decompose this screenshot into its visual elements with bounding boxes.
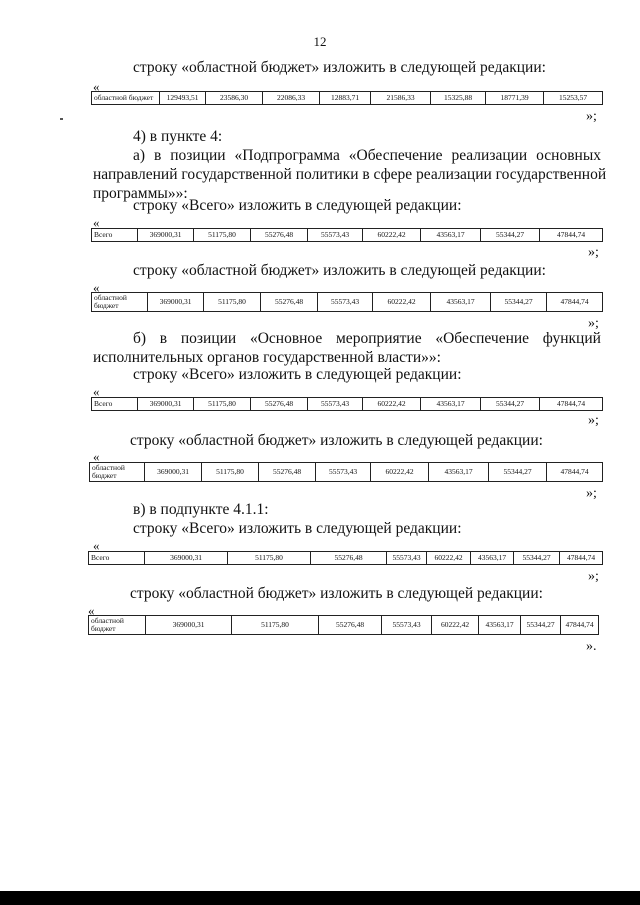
cell-value: 47844,74 bbox=[561, 616, 599, 635]
close-quote: »; bbox=[588, 413, 599, 428]
total-row-table bbox=[91, 397, 603, 411]
section-heading: в) в подпункте 4.1.1: bbox=[133, 501, 269, 518]
text-line: направлений государственной политики в сфере реализации государственной bbox=[93, 166, 607, 183]
cell-value: 55276,48 bbox=[251, 398, 308, 411]
cell-value: 43563,17 bbox=[421, 229, 481, 242]
cell-value: 55573,43 bbox=[318, 293, 373, 312]
open-quote: « bbox=[93, 449, 100, 464]
cell-value: 55344,27 bbox=[491, 293, 547, 312]
cell-value: 60222,42 bbox=[363, 398, 421, 411]
instruction-line: строку «областной бюджет» изложить в следующей редакции: bbox=[130, 585, 543, 602]
cell-value: 18771,39 bbox=[486, 92, 544, 105]
cell-value: 12883,71 bbox=[320, 92, 371, 105]
open-quote: « bbox=[93, 215, 100, 230]
instruction-line: строку «областной бюджет» изложить в следующей редакции: bbox=[133, 262, 546, 279]
budget-row-table bbox=[88, 615, 599, 635]
instruction-line: строку «областной бюджет» изложить в следующей редакции: bbox=[130, 432, 543, 449]
total-row-table bbox=[88, 551, 603, 565]
word: а) bbox=[133, 147, 146, 164]
close-quote: ». bbox=[586, 639, 597, 654]
scan-bottom-edge bbox=[0, 891, 640, 905]
cell-value: 55276,48 bbox=[319, 616, 382, 635]
page-number: 12 bbox=[313, 34, 327, 49]
row-label: областной бюджет bbox=[89, 616, 146, 635]
cell-value: 55573,43 bbox=[308, 229, 363, 242]
cell-value: 22086,33 bbox=[263, 92, 320, 105]
close-quote: »; bbox=[588, 245, 599, 260]
word: «Подпрограмма bbox=[234, 147, 340, 164]
word: позиции bbox=[170, 147, 226, 164]
cell-value: 60222,42 bbox=[371, 463, 429, 482]
row-label: областной бюджет bbox=[90, 463, 145, 482]
total-row-table bbox=[91, 228, 603, 242]
text-line: исполнительных органов государственной власти»»: bbox=[93, 349, 441, 366]
cell-value: 369000,31 bbox=[148, 293, 204, 312]
cell-value: 55344,27 bbox=[489, 463, 547, 482]
budget-row-table bbox=[89, 462, 603, 482]
cell-value: 15253,57 bbox=[544, 92, 603, 105]
cell-value: 55344,27 bbox=[481, 398, 540, 411]
cell-value: 23586,30 bbox=[206, 92, 263, 105]
cell-value: 51175,80 bbox=[228, 552, 311, 565]
cell-value: 60222,42 bbox=[373, 293, 431, 312]
cell-value: 47844,74 bbox=[560, 552, 603, 565]
cell-value: 47844,74 bbox=[540, 229, 603, 242]
open-quote: « bbox=[93, 79, 100, 94]
word: в bbox=[153, 147, 162, 164]
word: основных bbox=[536, 147, 601, 164]
cell-value: 43563,17 bbox=[479, 616, 521, 635]
cell-value: 51175,80 bbox=[194, 398, 251, 411]
word: в bbox=[159, 330, 168, 347]
close-quote: »; bbox=[586, 109, 597, 124]
cell-value: 55573,43 bbox=[308, 398, 363, 411]
cell-value: 369000,31 bbox=[138, 229, 194, 242]
word: «Обеспечение bbox=[435, 330, 530, 347]
cell-value: 47844,74 bbox=[540, 398, 603, 411]
cell-value: 43563,17 bbox=[431, 293, 491, 312]
cell-value: 55573,43 bbox=[382, 616, 432, 635]
row-label: Всего bbox=[92, 398, 138, 411]
word: «Обеспечение bbox=[348, 147, 443, 164]
close-quote: »; bbox=[588, 316, 599, 331]
word: мероприятие bbox=[336, 330, 422, 347]
justified-line bbox=[133, 329, 601, 348]
instruction-line: строку «Всего» изложить в следующей редакции: bbox=[133, 366, 462, 383]
cell-value: 55344,27 bbox=[521, 616, 561, 635]
row-label: областной бюджет bbox=[92, 293, 148, 312]
word: функций bbox=[542, 330, 601, 347]
cell-value: 369000,31 bbox=[145, 463, 202, 482]
cell-value: 55276,48 bbox=[311, 552, 387, 565]
cell-value: 129493,51 bbox=[160, 92, 206, 105]
open-quote: « bbox=[93, 538, 100, 553]
open-quote: « bbox=[88, 603, 95, 618]
word: «Основное bbox=[249, 330, 323, 347]
word: позиции bbox=[180, 330, 237, 347]
instruction-line: строку «Всего» изложить в следующей редакции: bbox=[133, 197, 462, 214]
word: б) bbox=[133, 330, 147, 347]
section-heading: 4) в пункте 4: bbox=[133, 128, 223, 145]
cell-value: 47844,74 bbox=[547, 293, 603, 312]
cell-value: 55276,48 bbox=[261, 293, 318, 312]
cell-value: 51175,80 bbox=[204, 293, 261, 312]
cell-value: 55573,43 bbox=[387, 552, 427, 565]
cell-value: 369000,31 bbox=[138, 398, 194, 411]
cell-value: 43563,17 bbox=[471, 552, 514, 565]
justified-line bbox=[133, 146, 601, 165]
cell-value: 60222,42 bbox=[363, 229, 421, 242]
cell-value: 55276,48 bbox=[251, 229, 308, 242]
cell-value: 21586,33 bbox=[371, 92, 431, 105]
cell-value: 55344,27 bbox=[481, 229, 540, 242]
cell-value: 55344,27 bbox=[514, 552, 560, 565]
scan-mark bbox=[60, 118, 63, 120]
cell-value: 43563,17 bbox=[429, 463, 489, 482]
row-label: Всего bbox=[92, 229, 138, 242]
open-quote: « bbox=[93, 280, 100, 295]
instruction-line: строку «областной бюджет» изложить в следующей редакции: bbox=[133, 59, 546, 76]
close-quote: »; bbox=[588, 569, 599, 584]
budget-row-table bbox=[91, 292, 603, 312]
cell-value: 60222,42 bbox=[432, 616, 479, 635]
cell-value: 60222,42 bbox=[427, 552, 471, 565]
cell-value: 43563,17 bbox=[421, 398, 481, 411]
cell-value: 369000,31 bbox=[146, 616, 232, 635]
text-line: программы»»: bbox=[93, 185, 188, 202]
cell-value: 51175,80 bbox=[202, 463, 259, 482]
row-label: областной бюджет bbox=[92, 92, 160, 105]
cell-value: 15325,88 bbox=[431, 92, 486, 105]
open-quote: « bbox=[93, 384, 100, 399]
close-quote: »; bbox=[586, 486, 597, 501]
row-label: Всего bbox=[89, 552, 145, 565]
cell-value: 51175,80 bbox=[194, 229, 251, 242]
budget-row-table bbox=[91, 91, 603, 105]
cell-value: 55573,43 bbox=[316, 463, 371, 482]
cell-value: 51175,80 bbox=[232, 616, 319, 635]
cell-value: 55276,48 bbox=[259, 463, 316, 482]
word: реализации bbox=[451, 147, 528, 164]
cell-value: 369000,31 bbox=[145, 552, 228, 565]
instruction-line: строку «Всего» изложить в следующей редакции: bbox=[133, 520, 462, 537]
cell-value: 47844,74 bbox=[547, 463, 603, 482]
